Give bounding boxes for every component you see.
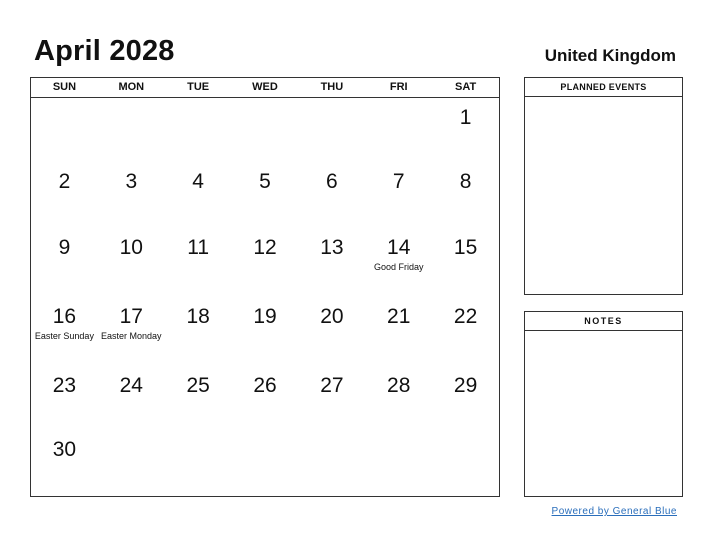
day-cell (165, 366, 232, 430)
weekday-mon: MON (118, 81, 145, 93)
notes-title: NOTES (525, 312, 682, 331)
day-cell (298, 430, 365, 496)
day-cell (298, 228, 365, 297)
day-number: 25 (186, 374, 210, 397)
country-label: United Kingdom (544, 46, 676, 65)
day-cell (31, 297, 98, 366)
day-cell (432, 297, 499, 366)
day-cell (165, 297, 232, 366)
day-number: 14 (387, 236, 411, 259)
day-number: 7 (392, 170, 405, 193)
day-number (365, 430, 432, 438)
week-row (31, 366, 499, 430)
day-cell (98, 228, 165, 297)
week-row (31, 162, 499, 228)
day-number: 6 (326, 170, 338, 193)
day-cell (432, 366, 499, 430)
day-number: 29 (453, 374, 478, 397)
weekday-sat: SAT (454, 81, 477, 93)
day-cell (432, 228, 499, 297)
day-number: 19 (253, 305, 277, 328)
day-cell (98, 297, 165, 366)
day-number: 2 (58, 170, 71, 193)
day-cell (98, 162, 165, 228)
day-cell (365, 430, 432, 496)
weekday-tue: TUE (187, 81, 210, 93)
day-cell (165, 228, 232, 297)
day-number: 30 (52, 438, 77, 461)
day-cell (232, 162, 299, 228)
day-number (298, 98, 365, 106)
day-cell (232, 228, 299, 297)
day-number (98, 98, 165, 106)
holiday-label: Easter Sunday (34, 331, 94, 341)
day-cell (232, 366, 299, 430)
week-row (31, 228, 499, 297)
day-cell (365, 366, 432, 430)
day-number: 20 (320, 305, 344, 328)
day-number: 1 (459, 106, 472, 129)
day-cell (432, 430, 499, 496)
day-number: 18 (186, 305, 210, 328)
day-cell (365, 228, 432, 297)
day-number: 28 (387, 374, 411, 397)
day-cell (31, 366, 98, 430)
day-number: 21 (387, 305, 411, 328)
planned-events-title: PLANNED EVENTS (525, 78, 682, 97)
day-number (232, 430, 299, 438)
day-number: 15 (453, 236, 478, 259)
day-number (432, 430, 499, 438)
day-cell (432, 162, 499, 228)
weekday-sun: SUN (52, 81, 77, 93)
notes-panel (524, 311, 683, 497)
day-cell (165, 430, 232, 496)
week-row (31, 430, 499, 496)
day-cell (298, 98, 365, 162)
planned-events-panel (524, 77, 683, 295)
day-cell (365, 98, 432, 162)
weekday-wed: WED (252, 81, 278, 93)
day-number: 4 (192, 170, 204, 193)
day-cell (232, 98, 299, 162)
day-number (232, 98, 299, 106)
day-cell (31, 228, 98, 297)
day-number (31, 98, 98, 106)
week-row (31, 297, 499, 366)
day-cell (31, 162, 98, 228)
powered-by-link[interactable]: Powered by General Blue (551, 506, 677, 517)
holiday-label: Good Friday (373, 262, 424, 272)
day-cell (298, 297, 365, 366)
day-cell (232, 430, 299, 496)
day-number: 27 (320, 374, 344, 397)
day-number: 16 (52, 305, 77, 328)
day-number: 24 (119, 374, 143, 397)
day-number (98, 430, 165, 438)
weeks-container (31, 98, 499, 496)
day-number (165, 98, 232, 106)
day-cell (432, 98, 499, 162)
day-cell (98, 430, 165, 496)
day-cell (98, 98, 165, 162)
day-number: 3 (125, 170, 138, 193)
day-number (365, 98, 432, 106)
day-cell (31, 430, 98, 496)
holiday-label: Easter Monday (101, 331, 162, 341)
day-cell (165, 98, 232, 162)
day-number: 12 (253, 236, 277, 259)
day-number: 10 (119, 236, 143, 259)
day-number: 26 (253, 374, 277, 397)
day-cell (31, 98, 98, 162)
day-number: 23 (52, 374, 77, 397)
day-number: 17 (119, 305, 143, 328)
day-number (298, 430, 365, 438)
weekday-header (31, 78, 499, 98)
day-cell (165, 162, 232, 228)
day-number: 22 (453, 305, 478, 328)
day-cell (298, 366, 365, 430)
day-number: 5 (259, 170, 271, 193)
day-number (165, 430, 232, 438)
day-number: 11 (187, 236, 210, 259)
day-number: 13 (320, 236, 344, 259)
day-cell (232, 297, 299, 366)
day-cell (298, 162, 365, 228)
day-number: 8 (459, 170, 472, 193)
day-number: 9 (58, 236, 71, 259)
week-row (31, 98, 499, 162)
day-cell (365, 297, 432, 366)
weekday-fri: FRI (389, 81, 408, 93)
day-cell (365, 162, 432, 228)
day-cell (98, 366, 165, 430)
month-title: April 2028 (34, 35, 175, 67)
calendar-grid (30, 77, 500, 497)
weekday-thu: THU (320, 81, 344, 93)
